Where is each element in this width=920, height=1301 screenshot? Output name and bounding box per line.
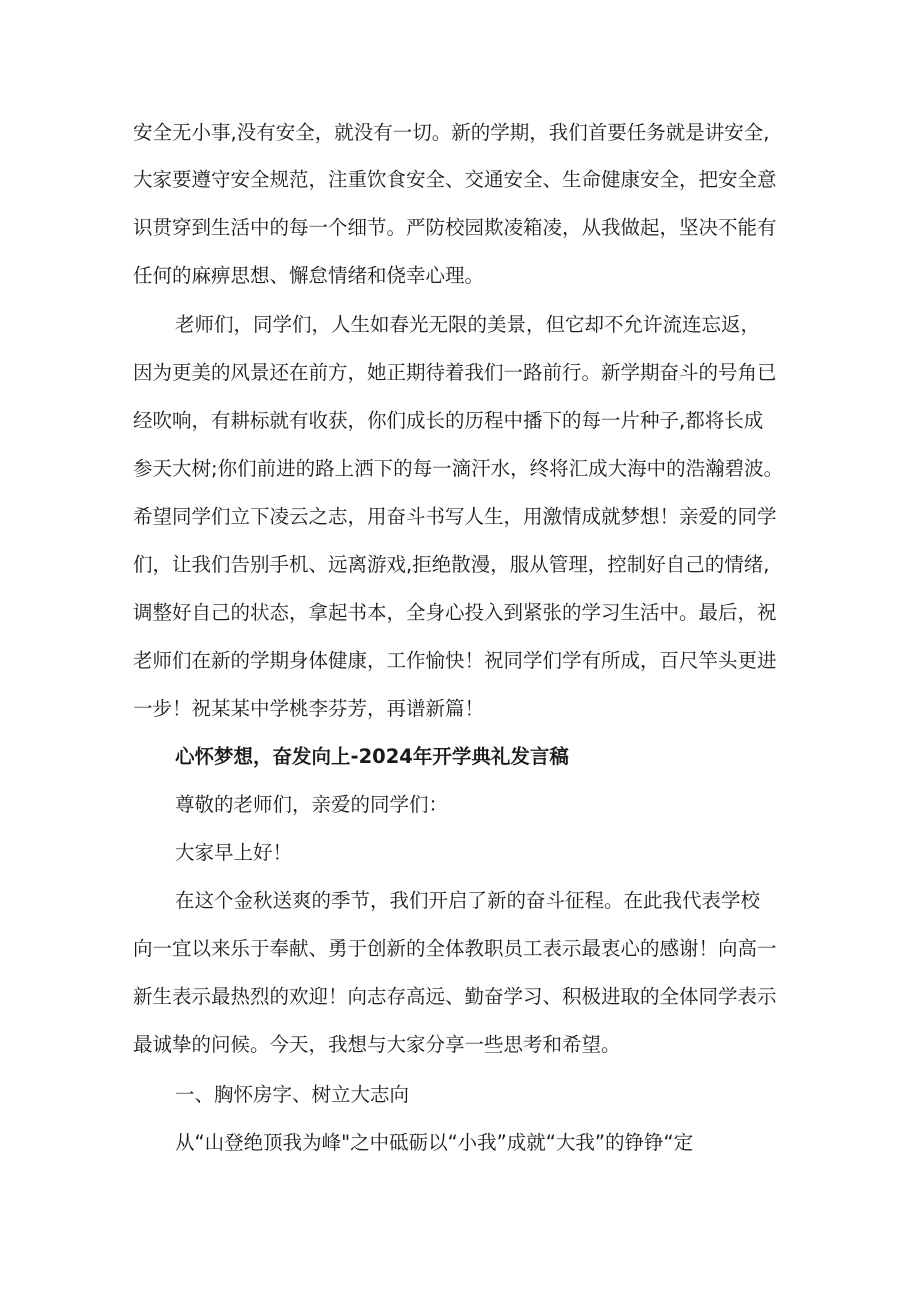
paragraph-line: 任何的麻痹思想、懈怠情绪和侥幸心理。 bbox=[133, 264, 485, 287]
paragraph-line: 老师们，同学们，人生如春光无限的美景，但它却不允许流连忘返， bbox=[175, 313, 761, 336]
paragraph-line: 新生表示最热烈的欢迎！向志存高远、勤奋学习、积极进取的全体同学表示 bbox=[133, 985, 777, 1008]
paragraph-line: 们，让我们告别手机、远离游戏,拒绝散漫，服从管理，控制好自己的情绪, bbox=[133, 553, 770, 576]
paragraph-line: 因为更美的风景还在前方，她正期待着我们一路前行。新学期奋斗的号角已 bbox=[133, 361, 777, 384]
paragraph-line: 老师们在新的学期身体健康，工作愉快！祝同学们学有所成，百尺竿头更进 bbox=[133, 649, 777, 672]
paragraph-line: 参天大树;你们前进的路上洒下的每一滴汗水，终将汇成大海中的浩瀚碧波。 bbox=[133, 457, 784, 480]
paragraph-line: 希望同学们立下凌云之志，用奋斗书写人生，用激情成就梦想！亲爱的同学 bbox=[133, 505, 777, 528]
paragraph-section-1-start: 从“山登绝顶我为峰"之中砥砺以“小我”成就“大我”的铮铮“定 bbox=[175, 1131, 694, 1154]
salutation: 尊敬的老师们，亲爱的同学们： bbox=[175, 793, 449, 816]
greeting: 大家早上好！ bbox=[175, 841, 293, 864]
paragraph-line: 一步！祝某某中学桃李芬芳，再谱新篇！ bbox=[133, 697, 485, 720]
speech-title: 心怀梦想，奋发向上-2024年开学典礼发言稿 bbox=[175, 745, 569, 768]
paragraph-line: 经吹响，有耕标就有收获，你们成长的历程中播下的每一片种子,都将长成 bbox=[133, 409, 764, 432]
paragraph-line: 在这个金秋送爽的季节，我们开启了新的奋斗征程。在此我代表学校 bbox=[175, 889, 761, 912]
paragraph-line: 安全无小事,没有安全，就没有一切。新的学期，我们首要任务就是讲安全, bbox=[133, 121, 770, 144]
paragraph-line: 最诚挚的问候。今天，我想与大家分享一些思考和希望。 bbox=[133, 1033, 621, 1056]
section-heading-1: 一、胸怀房字、树立大志向 bbox=[175, 1083, 410, 1106]
paragraph-line: 大家要遵守安全规范，注重饮食安全、交通安全、生命健康安全，把安全意 bbox=[133, 168, 777, 191]
paragraph-line: 调整好自己的状态，拿起书本，全身心投入到紧张的学习生活中。最后，祝 bbox=[133, 601, 777, 624]
paragraph-line: 向一宜以来乐于奉献、勇于创新的全体教职员工表示最衷心的感谢！向高一 bbox=[133, 937, 777, 960]
paragraph-line: 识贯穿到生活中的每一个细节。严防校园欺凌箱凌，从我做起，坚决不能有 bbox=[133, 216, 777, 239]
